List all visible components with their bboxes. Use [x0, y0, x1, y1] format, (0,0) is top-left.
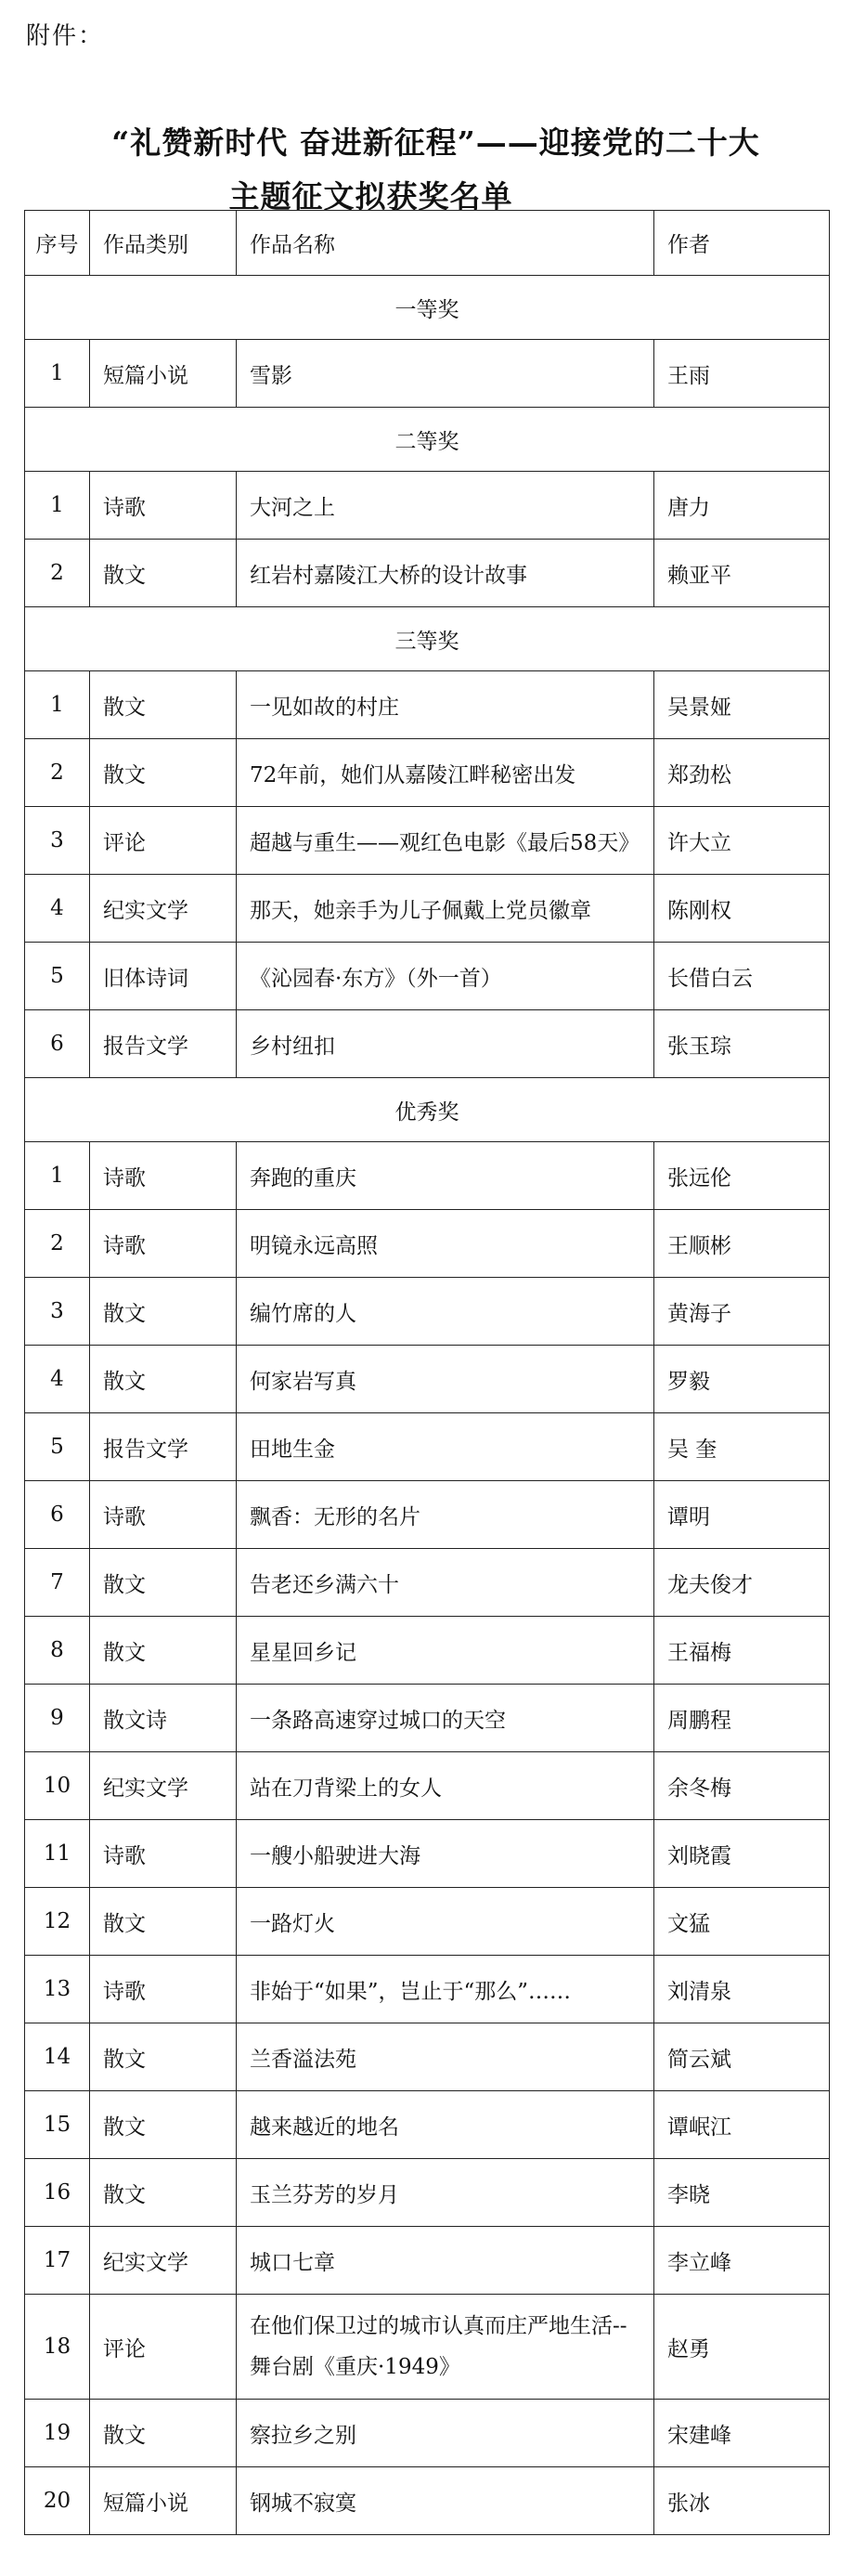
row-work-title: 飘香：无形的名片 — [237, 1481, 654, 1549]
row-number: 1 — [25, 340, 90, 408]
row-author: 谭明 — [654, 1481, 830, 1549]
row-number: 2 — [25, 1210, 90, 1278]
row-work-title: 星星回乡记 — [237, 1617, 654, 1685]
row-number: 9 — [25, 1685, 90, 1752]
table-row — [25, 2159, 830, 2227]
row-category: 散文 — [90, 1549, 237, 1617]
row-category: 短篇小说 — [90, 340, 237, 408]
row-work-title: 何家岩写真 — [237, 1346, 654, 1413]
row-work-title: 兰香溢法苑 — [237, 2023, 654, 2091]
row-number: 3 — [25, 1278, 90, 1346]
document-title-line1: “礼赞新时代 奋进新征程”——迎接党的二十大 — [111, 124, 760, 161]
row-number: 18 — [25, 2295, 90, 2400]
row-author: 王顺彬 — [654, 1210, 830, 1278]
row-number: 4 — [25, 1346, 90, 1413]
row-work-title: 察拉乡之别 — [237, 2400, 654, 2467]
row-work-title: 那天，她亲手为儿子佩戴上党员徽章 — [237, 875, 654, 943]
row-category: 诗歌 — [90, 1820, 237, 1888]
row-category: 纪实文学 — [90, 1752, 237, 1820]
row-category: 散文 — [90, 2159, 237, 2227]
row-category: 短篇小说 — [90, 2467, 237, 2535]
header-author: 作者 — [654, 211, 830, 276]
row-category: 报告文学 — [90, 1413, 237, 1481]
row-work-title: 在他们保卫过的城市认真而庄严地生活--舞台剧《重庆·1949》 — [237, 2295, 654, 2400]
table-row — [25, 1820, 830, 1888]
row-number: 6 — [25, 1481, 90, 1549]
row-number: 8 — [25, 1617, 90, 1685]
row-category: 纪实文学 — [90, 2227, 237, 2295]
table-row — [25, 2467, 830, 2535]
row-author: 宋建峰 — [654, 2400, 830, 2467]
attachment-label: 附件： — [26, 22, 105, 50]
section-row — [25, 276, 830, 340]
row-author: 李立峰 — [654, 2227, 830, 2295]
row-work-title: 田地生金 — [237, 1413, 654, 1481]
row-number: 7 — [25, 1549, 90, 1617]
row-author: 张冰 — [654, 2467, 830, 2535]
row-number: 14 — [25, 2023, 90, 2091]
row-category: 评论 — [90, 807, 237, 875]
row-work-title: 告老还乡满六十 — [237, 1549, 654, 1617]
row-author: 罗毅 — [654, 1346, 830, 1413]
section-title: 二等奖 — [25, 408, 830, 472]
row-category: 散文 — [90, 1617, 237, 1685]
section-title: 三等奖 — [25, 607, 830, 671]
row-author: 郑劲松 — [654, 739, 830, 807]
row-category: 散文诗 — [90, 1685, 237, 1752]
row-number: 2 — [25, 739, 90, 807]
row-number: 1 — [25, 671, 90, 739]
row-category: 诗歌 — [90, 472, 237, 540]
row-number: 19 — [25, 2400, 90, 2467]
row-number: 4 — [25, 875, 90, 943]
row-work-title: 一艘小船驶进大海 — [237, 1820, 654, 1888]
row-number: 16 — [25, 2159, 90, 2227]
row-category: 散文 — [90, 540, 237, 607]
row-author: 许大立 — [654, 807, 830, 875]
row-number: 10 — [25, 1752, 90, 1820]
row-work-title: 雪影 — [237, 340, 654, 408]
row-number: 15 — [25, 2091, 90, 2159]
table-row — [25, 1888, 830, 1956]
table-row — [25, 1549, 830, 1617]
row-number: 11 — [25, 1820, 90, 1888]
row-work-title: 钢城不寂寞 — [237, 2467, 654, 2535]
table-row — [25, 540, 830, 607]
row-author: 周鹏程 — [654, 1685, 830, 1752]
row-number: 6 — [25, 1010, 90, 1078]
header-work: 作品名称 — [237, 211, 654, 276]
table-row — [25, 1617, 830, 1685]
row-author: 赖亚平 — [654, 540, 830, 607]
row-author: 李晓 — [654, 2159, 830, 2227]
row-work-title: 非始于“如果”，岂止于“那么”…… — [237, 1956, 654, 2023]
table-row — [25, 472, 830, 540]
row-author: 吴 奎 — [654, 1413, 830, 1481]
row-category: 散文 — [90, 2400, 237, 2467]
row-work-title: 乡村纽扣 — [237, 1010, 654, 1078]
row-category: 散文 — [90, 739, 237, 807]
row-work-title: 红岩村嘉陵江大桥的设计故事 — [237, 540, 654, 607]
table-row — [25, 2023, 830, 2091]
section-row — [25, 607, 830, 671]
table-header-row — [25, 211, 830, 276]
row-author: 王雨 — [654, 340, 830, 408]
table-row — [25, 1956, 830, 2023]
row-number: 5 — [25, 943, 90, 1010]
table-row — [25, 1010, 830, 1078]
row-work-title: 72年前，她们从嘉陵江畔秘密出发 — [237, 739, 654, 807]
row-author: 唐力 — [654, 472, 830, 540]
table-row — [25, 1752, 830, 1820]
row-number: 20 — [25, 2467, 90, 2535]
section-row — [25, 1078, 830, 1142]
row-category: 散文 — [90, 2023, 237, 2091]
row-author: 简云斌 — [654, 2023, 830, 2091]
row-author: 黄海子 — [654, 1278, 830, 1346]
row-category: 诗歌 — [90, 1956, 237, 2023]
row-category: 旧体诗词 — [90, 943, 237, 1010]
table-row — [25, 1278, 830, 1346]
row-work-title: 编竹席的人 — [237, 1278, 654, 1346]
table-row — [25, 671, 830, 739]
row-number: 1 — [25, 472, 90, 540]
row-author: 王福梅 — [654, 1617, 830, 1685]
row-category: 散文 — [90, 1346, 237, 1413]
row-category: 散文 — [90, 2091, 237, 2159]
row-work-title: 一路灯火 — [237, 1888, 654, 1956]
row-category: 评论 — [90, 2295, 237, 2400]
row-number: 17 — [25, 2227, 90, 2295]
table-row — [25, 807, 830, 875]
table-row — [25, 875, 830, 943]
table-row — [25, 1210, 830, 1278]
row-number: 13 — [25, 1956, 90, 2023]
section-title: 一等奖 — [25, 276, 830, 340]
document-title-line2: 主题征文拟获奖名单 — [228, 178, 513, 215]
row-work-title: 城口七章 — [237, 2227, 654, 2295]
row-category: 诗歌 — [90, 1142, 237, 1210]
table-row — [25, 739, 830, 807]
header-no: 序号 — [25, 211, 90, 276]
header-category: 作品类别 — [90, 211, 237, 276]
section-row — [25, 408, 830, 472]
row-number: 5 — [25, 1413, 90, 1481]
table-row — [25, 2091, 830, 2159]
row-number: 1 — [25, 1142, 90, 1210]
award-list-table — [24, 210, 830, 2535]
table-row — [25, 2227, 830, 2295]
row-category: 散文 — [90, 1278, 237, 1346]
row-category: 纪实文学 — [90, 875, 237, 943]
row-category: 散文 — [90, 1888, 237, 1956]
row-category: 散文 — [90, 671, 237, 739]
row-work-title: 站在刀背梁上的女人 — [237, 1752, 654, 1820]
section-title: 优秀奖 — [25, 1078, 830, 1142]
table-row — [25, 1346, 830, 1413]
table-row — [25, 1685, 830, 1752]
table-row — [25, 1142, 830, 1210]
row-author: 赵勇 — [654, 2295, 830, 2400]
row-work-title: 奔跑的重庆 — [237, 1142, 654, 1210]
row-work-title: 《沁园春·东方》（外一首） — [237, 943, 654, 1010]
row-author: 龙夫俊才 — [654, 1549, 830, 1617]
row-category: 诗歌 — [90, 1210, 237, 1278]
row-author: 吴景娅 — [654, 671, 830, 739]
row-work-title: 一条路高速穿过城口的天空 — [237, 1685, 654, 1752]
row-author: 文猛 — [654, 1888, 830, 1956]
row-number: 12 — [25, 1888, 90, 1956]
table-row — [25, 340, 830, 408]
table-row — [25, 2295, 830, 2400]
row-number: 3 — [25, 807, 90, 875]
table-row — [25, 2400, 830, 2467]
row-number: 2 — [25, 540, 90, 607]
row-author: 刘晓霞 — [654, 1820, 830, 1888]
row-work-title: 一见如故的村庄 — [237, 671, 654, 739]
row-work-title: 明镜永远高照 — [237, 1210, 654, 1278]
row-author: 张玉琮 — [654, 1010, 830, 1078]
row-work-title: 越来越近的地名 — [237, 2091, 654, 2159]
row-author: 余冬梅 — [654, 1752, 830, 1820]
row-work-title: 玉兰芬芳的岁月 — [237, 2159, 654, 2227]
row-author: 长借白云 — [654, 943, 830, 1010]
row-work-title: 大河之上 — [237, 472, 654, 540]
row-work-title: 超越与重生——观红色电影《最后58天》 — [237, 807, 654, 875]
row-author: 谭岷江 — [654, 2091, 830, 2159]
row-category: 诗歌 — [90, 1481, 237, 1549]
row-author: 刘清泉 — [654, 1956, 830, 2023]
table-row — [25, 1481, 830, 1549]
table-row — [25, 943, 830, 1010]
row-category: 报告文学 — [90, 1010, 237, 1078]
row-author: 张远伦 — [654, 1142, 830, 1210]
table-row — [25, 1413, 830, 1481]
row-author: 陈刚权 — [654, 875, 830, 943]
